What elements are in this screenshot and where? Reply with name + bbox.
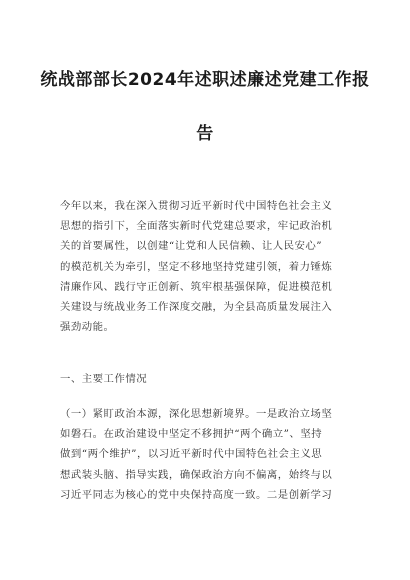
section-line: 想武装头脑、指导实践，确保政治方向不偏离，始终与以 [60, 468, 333, 481]
intro-line: 关的首要属性，以创建“让党和人民信赖、让人民安心” [60, 240, 323, 253]
intro-line: 思想的指引下，全面落实新时代党建总要求，牢记政治机 [60, 220, 333, 233]
document-title-line-1: 统战部部长2024年述职述廉述党建工作报 [40, 70, 370, 90]
intro-line: 清廉作风、践行守正创新、筑牢根基强保障，促进模范机 [60, 280, 333, 293]
intro-line: 关建设与统战业务工作深度交融，为全县高质量发展注入 [60, 301, 333, 314]
section-heading: 一、主要工作情况 [60, 373, 148, 385]
section-line: 如磐石。在政治建设中坚定不移拥护“两个确立”、坚持 [60, 428, 323, 441]
section-line: 做到“两个维护”，以习近平新时代中国特色社会主义思 [60, 448, 323, 461]
intro-line: 的模范机关为牵引，坚定不移地坚持党建引领，着力锤炼 [60, 260, 333, 273]
document-title-line-2: 告 [196, 124, 214, 144]
intro-line: 今年以来，我在深入贯彻习近平新时代中国特色社会主义 [60, 200, 333, 212]
intro-line: 强劲动能。 [60, 321, 115, 334]
section-line: 习近平同志为核心的党中央保持高度一致。二是创新学习 [60, 488, 333, 501]
section-paragraph [60, 404, 360, 505]
intro-paragraph [60, 196, 360, 337]
section-line: （一）紧盯政治本源，深化思想新境界。一是政治立场坚 [60, 408, 333, 420]
